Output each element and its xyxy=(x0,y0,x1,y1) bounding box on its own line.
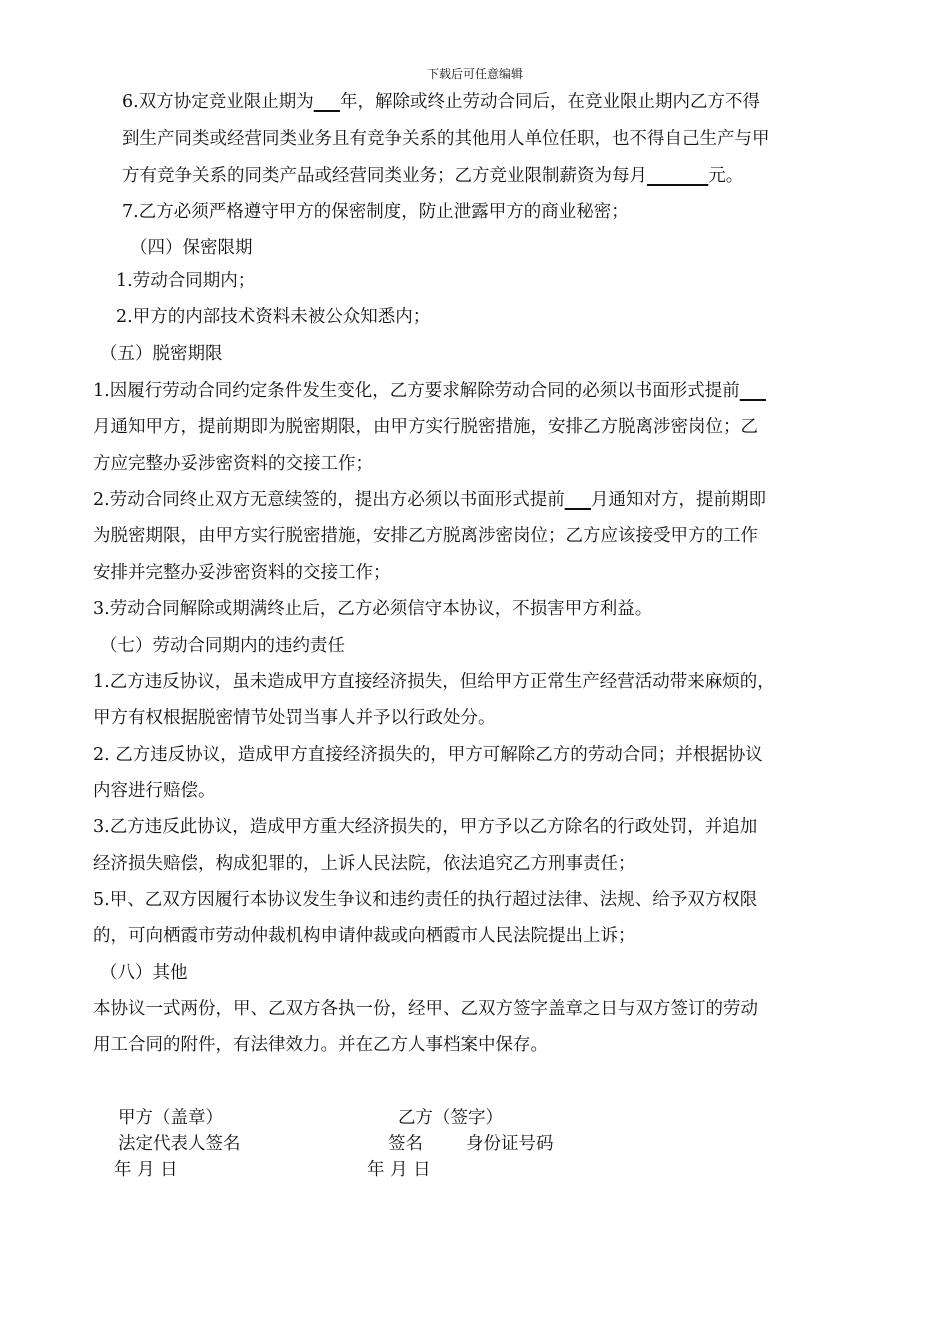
text-segment: 6.双方协定竞业限止期为 xyxy=(122,92,314,112)
sign-label: 签名 xyxy=(388,1134,423,1154)
line-h8pa xyxy=(93,997,758,1021)
text-segment: 经济损失赔偿，构成犯罪的，上诉人民法院，依法追究乙方刑事责任； xyxy=(93,854,636,874)
text-segment: 5.甲、乙双方因履行本协议发生争议和违约责任的执行超过法律、法规、给予双方权限 xyxy=(93,890,758,910)
text-segment: 方应完整办妥涉密资料的交接工作； xyxy=(93,454,373,474)
text-segment: 的，可向栖霞市劳动仲裁机构申请仲裁或向栖霞市人民法院提出上诉； xyxy=(93,926,636,946)
line-h7i5a xyxy=(93,888,757,912)
text-segment: 1.乙方违反协议，虽未造成甲方直接经济损失，但给甲方正常生产经营活动带来麻烦的， xyxy=(93,672,775,692)
line-h5i1b xyxy=(93,415,758,439)
text-segment: 本协议一式两份，甲、乙双方各执一份，经甲、乙双方签字盖章之日与双方签订的劳动 xyxy=(93,999,758,1019)
text-segment: （四）保密限期 xyxy=(130,238,253,258)
line-h7i3a xyxy=(93,815,757,839)
text-segment: （七）劳动合同期内的违约责任 xyxy=(100,636,345,656)
text-segment: （五）脱密期限 xyxy=(100,344,223,364)
blank-field: ___ xyxy=(739,381,766,401)
legal-rep-label: 法定代表人签名 xyxy=(118,1134,241,1154)
text-segment: 安排并完整办妥涉密资料的交接工作； xyxy=(93,563,391,583)
text-segment: 2. 乙方违反协议，造成甲方直接经济损失的，甲方可解除乙方的劳动合同；并根据协议 xyxy=(93,745,763,765)
line-h5i1c xyxy=(93,452,373,476)
text-segment: 用工合同的附件，有法律效力。并在乙方人事档案中保存。 xyxy=(93,1035,548,1055)
text-segment: 内容进行赔偿。 xyxy=(93,781,216,801)
line-h8 xyxy=(100,961,188,985)
date-a: 年 月 日 xyxy=(114,1160,178,1180)
line-p7 xyxy=(122,200,629,224)
text-segment: 年，解除或终止劳动合同后，在竞业限止期内乙方不得 xyxy=(339,92,760,112)
line-h4i1 xyxy=(116,269,255,293)
line-h5 xyxy=(100,342,223,366)
line-h7 xyxy=(100,634,345,658)
text-segment: 7.乙方必须严格遵守甲方的保密制度，防止泄露甲方的商业秘密； xyxy=(122,202,629,222)
line-h7i2b xyxy=(93,779,216,803)
line-h7i2a xyxy=(93,743,763,767)
text-segment: 3.劳动合同解除或期满终止后，乙方必须信守本协议，不损害甲方利益。 xyxy=(93,599,653,619)
party-b-label: 乙方（签字） xyxy=(398,1108,503,1128)
line-h8pb xyxy=(93,1033,548,1057)
blank-field: ___ xyxy=(313,92,340,112)
id-number-label: 身份证号码 xyxy=(466,1134,554,1154)
line-h4i2 xyxy=(116,305,430,329)
text-segment: 月通知甲方，提前期即为脱密期限，由甲方实行脱密措施，安排乙方脱离涉密岗位；乙 xyxy=(93,417,758,437)
text-segment: 为脱密期限，由甲方实行脱密措施，安排乙方脱离涉密岗位；乙方应该接受甲方的工作 xyxy=(93,526,758,546)
line-h5i2a xyxy=(93,488,766,512)
party-a-label: 甲方（盖章） xyxy=(118,1108,223,1128)
line-p6c xyxy=(122,164,743,188)
text-segment: 1.劳动合同期内； xyxy=(116,271,256,291)
blank-field: ___ xyxy=(564,490,591,510)
date-b: 年 月 日 xyxy=(367,1160,431,1180)
line-h7i1b xyxy=(93,706,496,730)
text-segment: 2.劳动合同终止双方无意续签的，提出方必须以书面形式提前 xyxy=(93,490,565,510)
text-segment: 方有竞争关系的同类产品或经营同类业务；乙方竞业限制薪资为每月 xyxy=(122,166,647,186)
line-h7i1a xyxy=(93,670,775,694)
blank-field: _______ xyxy=(647,166,709,186)
text-segment: 1.因履行劳动合同约定条件发生变化，乙方要求解除劳动合同的必须以书面形式提前 xyxy=(93,381,740,401)
text-segment: 元。 xyxy=(708,166,744,186)
line-h7i5b xyxy=(93,924,636,948)
text-segment: 3.乙方违反此协议，造成甲方重大经济损失的，甲方予以乙方除名的行政处罚，并追加 xyxy=(93,817,758,837)
text-segment: 2.甲方的内部技术资料未被公众知悉内； xyxy=(116,307,431,327)
text-segment: （八）其他 xyxy=(100,963,188,983)
text-segment: 月通知对方，提前期即 xyxy=(590,490,766,510)
line-h5i1a xyxy=(93,379,766,403)
line-h4 xyxy=(130,236,253,260)
header-note: 下载后可任意编辑 xyxy=(426,67,523,81)
line-h5i2b xyxy=(93,524,758,548)
line-h5i3 xyxy=(93,597,652,621)
text-segment: 到生产同类或经营同类业务且有竞争关系的其他用人单位任职，也不得自己生产与甲 xyxy=(122,129,770,149)
line-h5i2c xyxy=(93,561,391,585)
line-p6b xyxy=(122,127,770,151)
text-segment: 甲方有权根据脱密情节处罚当事人并予以行政处分。 xyxy=(93,708,496,728)
line-h7i3b xyxy=(93,852,636,876)
line-p6a xyxy=(122,90,760,114)
